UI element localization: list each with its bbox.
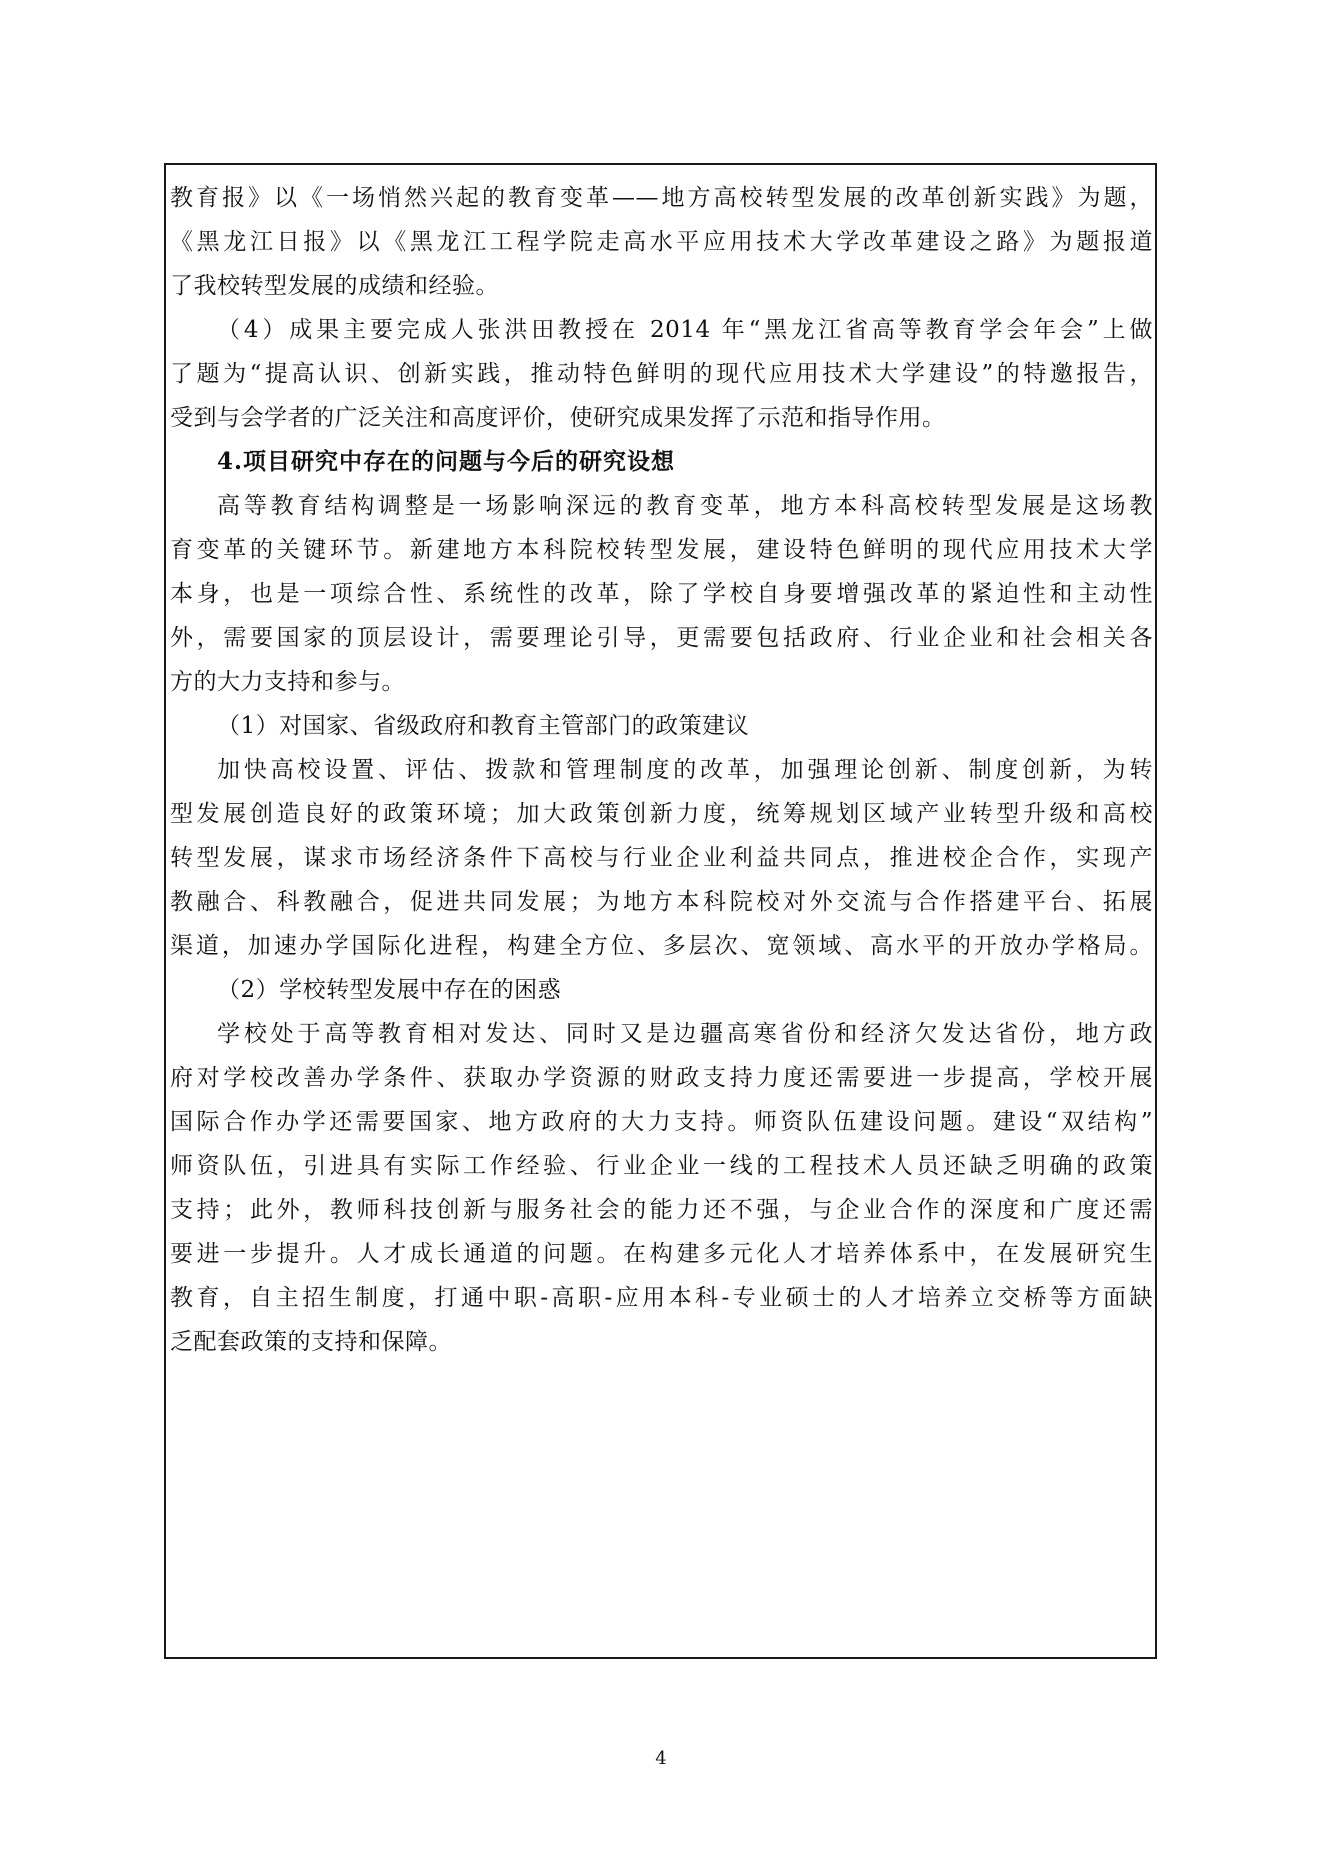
paragraph-line: 型发展创造良好的政策环境；加大政策创新力度，统筹规划区域产业转型升级和高校: [170, 801, 1153, 827]
paragraph-line: （4）成果主要完成人张洪田教授在 2014 年“黑龙江省高等教育学会年会”上做: [217, 317, 1153, 343]
subsection-heading: （1）对国家、省级政府和教育主管部门的政策建议: [217, 713, 750, 739]
paragraph-line: 育变革的关键环节。新建地方本科院校转型发展，建设特色鲜明的现代应用技术大学: [170, 537, 1153, 563]
subsection-heading: （2）学校转型发展中存在的困惑: [217, 977, 562, 1003]
paragraph-line: 《黑龙江日报》以《黑龙江工程学院走高水平应用技术大学改革建设之路》为题报道: [170, 229, 1153, 255]
paragraph-line: 了题为“提高认识、创新实践，推动特色鲜明的现代应用技术大学建设”的特邀报告，: [170, 361, 1153, 387]
paragraph-line: 乏配套政策的支持和保障。: [170, 1329, 452, 1355]
paragraph-line: 支持；此外，教师科技创新与服务社会的能力还不强，与企业合作的深度和广度还需: [170, 1197, 1153, 1223]
paragraph-line: 外，需要国家的顶层设计，需要理论引导，更需要包括政府、行业企业和社会相关各: [170, 625, 1153, 651]
paragraph-line: 教融合、科教融合，促进共同发展；为地方本科院校对外交流与合作搭建平台、拓展: [170, 889, 1153, 915]
paragraph-line: 师资队伍，引进具有实际工作经验、行业企业一线的工程技术人员还缺乏明确的政策: [170, 1153, 1153, 1179]
paragraph-line: 国际合作办学还需要国家、地方政府的大力支持。师资队伍建设问题。建设“双结构”: [170, 1109, 1153, 1135]
paragraph-line: 府对学校改善办学条件、获取办学资源的财政支持力度还需要进一步提高，学校开展: [170, 1065, 1153, 1091]
paragraph-line: 教育，自主招生制度，打通中职-高职-应用本科-专业硕士的人才培养立交桥等方面缺: [170, 1285, 1153, 1311]
paragraph-line: 高等教育结构调整是一场影响深远的教育变革，地方本科高校转型发展是这场教: [217, 493, 1153, 519]
paragraph-line: 渠道，加速办学国际化进程，构建全方位、多层次、宽领域、高水平的开放办学格局。: [170, 933, 1153, 959]
paragraph-line: 了我校转型发展的成绩和经验。: [170, 273, 499, 299]
paragraph-line: 学校处于高等教育相对发达、同时又是边疆高寒省份和经济欠发达省份，地方政: [217, 1021, 1153, 1047]
section-heading: 4.项目研究中存在的问题与今后的研究设想: [217, 448, 676, 475]
paragraph-line: 受到与会学者的广泛关注和高度评价，使研究成果发挥了示范和指导作用。: [170, 405, 946, 431]
paragraph-line: 本身，也是一项综合性、系统性的改革，除了学校自身要增强改革的紧迫性和主动性: [170, 581, 1153, 607]
paragraph-line: 转型发展，谋求市场经济条件下高校与行业企业利益共同点，推进校企合作，实现产: [170, 845, 1153, 871]
paragraph-line: 加快高校设置、评估、拨款和管理制度的改革，加强理论创新、制度创新，为转: [217, 757, 1153, 783]
content-frame: [164, 163, 1157, 1659]
paragraph-line: 要进一步提升。人才成长通道的问题。在构建多元化人才培养体系中，在发展研究生: [170, 1241, 1153, 1267]
paragraph-line: 方的大力支持和参与。: [170, 669, 405, 695]
paragraph-line: 教育报》以《一场悄然兴起的教育变革——地方高校转型发展的改革创新实践》为题，: [170, 185, 1153, 211]
page-number: 4: [655, 1748, 667, 1769]
document-body: [170, 176, 1153, 1364]
